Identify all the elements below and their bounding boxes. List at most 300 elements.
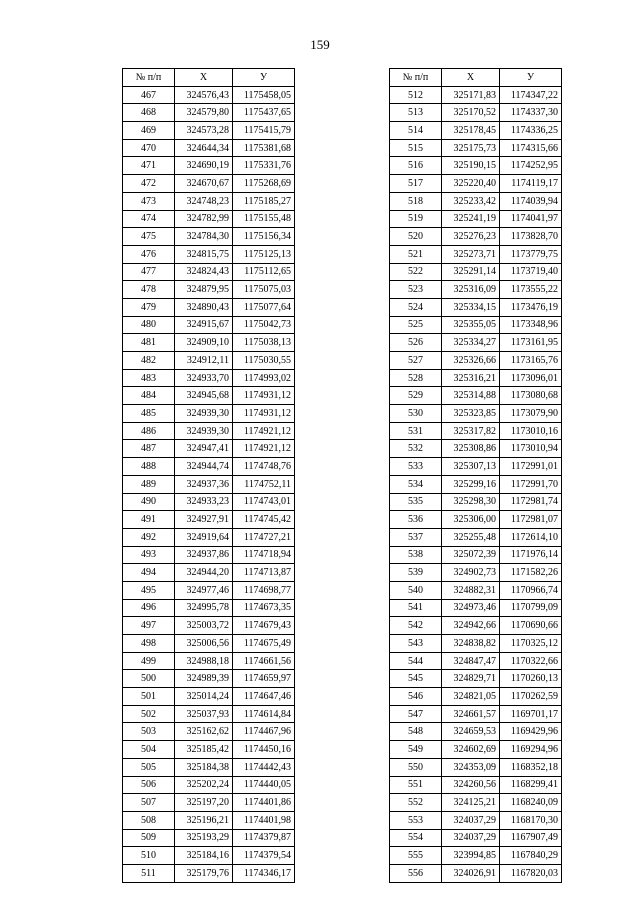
cell-point-number: 472 (123, 175, 175, 193)
cell-point-number: 540 (390, 581, 442, 599)
cell-x-coordinate: 324944,74 (175, 458, 233, 476)
table-row (123, 741, 295, 759)
table-row (390, 104, 562, 122)
cell-point-number: 502 (123, 705, 175, 723)
table-row (390, 122, 562, 140)
cell-x-coordinate: 324782,99 (175, 210, 233, 228)
cell-point-number: 503 (123, 723, 175, 741)
cell-point-number: 545 (390, 670, 442, 688)
cell-y-coordinate: 1174743,01 (233, 493, 295, 511)
table-row (390, 794, 562, 812)
cell-point-number: 473 (123, 192, 175, 210)
cell-x-coordinate: 325202,24 (175, 776, 233, 794)
cell-point-number: 481 (123, 334, 175, 352)
table-row (123, 652, 295, 670)
cell-y-coordinate: 1170799,09 (500, 599, 562, 617)
table-row (390, 475, 562, 493)
cell-point-number: 485 (123, 405, 175, 423)
table-row (390, 829, 562, 847)
cell-x-coordinate: 325193,29 (175, 829, 233, 847)
cell-point-number: 498 (123, 635, 175, 653)
cell-x-coordinate: 323994,85 (442, 847, 500, 865)
cell-y-coordinate: 1170262,59 (500, 688, 562, 706)
cell-x-coordinate: 324942,66 (442, 617, 500, 635)
table-row (123, 422, 295, 440)
cell-y-coordinate: 1175156,34 (233, 228, 295, 246)
table-row (390, 864, 562, 882)
cell-y-coordinate: 1174675,49 (233, 635, 295, 653)
table-row (123, 670, 295, 688)
cell-point-number: 471 (123, 157, 175, 175)
table-row (123, 599, 295, 617)
cell-y-coordinate: 1170966,74 (500, 581, 562, 599)
cell-x-coordinate: 325291,14 (442, 263, 500, 281)
cell-point-number: 480 (123, 316, 175, 334)
table-row (123, 528, 295, 546)
cell-point-number: 512 (390, 86, 442, 104)
table-row (123, 334, 295, 352)
table-row (123, 723, 295, 741)
cell-point-number: 467 (123, 86, 175, 104)
cell-point-number: 538 (390, 546, 442, 564)
cell-x-coordinate: 324815,75 (175, 245, 233, 263)
column-header-y: У (233, 69, 295, 87)
cell-x-coordinate: 325299,16 (442, 475, 500, 493)
cell-point-number: 541 (390, 599, 442, 617)
cell-point-number: 515 (390, 139, 442, 157)
cell-y-coordinate: 1174315,66 (500, 139, 562, 157)
cell-x-coordinate: 325190,15 (442, 157, 500, 175)
cell-point-number: 506 (123, 776, 175, 794)
table-row (123, 581, 295, 599)
cell-y-coordinate: 1169429,96 (500, 723, 562, 741)
cell-x-coordinate: 324937,86 (175, 546, 233, 564)
table-row (123, 104, 295, 122)
cell-x-coordinate: 324838,82 (442, 635, 500, 653)
cell-point-number: 470 (123, 139, 175, 157)
table-row (390, 387, 562, 405)
cell-x-coordinate: 324784,30 (175, 228, 233, 246)
cell-y-coordinate: 1173555,22 (500, 281, 562, 299)
cell-point-number: 522 (390, 263, 442, 281)
cell-x-coordinate: 324937,36 (175, 475, 233, 493)
cell-y-coordinate: 1174450,16 (233, 741, 295, 759)
table-row (123, 617, 295, 635)
cell-y-coordinate: 1174039,94 (500, 192, 562, 210)
cell-x-coordinate: 325175,73 (442, 139, 500, 157)
cell-point-number: 532 (390, 440, 442, 458)
cell-y-coordinate: 1173348,96 (500, 316, 562, 334)
cell-point-number: 491 (123, 511, 175, 529)
cell-y-coordinate: 1174041,97 (500, 210, 562, 228)
cell-y-coordinate: 1175042,73 (233, 316, 295, 334)
cell-x-coordinate: 324973,46 (442, 599, 500, 617)
cell-x-coordinate: 324690,19 (175, 157, 233, 175)
cell-point-number: 474 (123, 210, 175, 228)
cell-x-coordinate: 324659,53 (442, 723, 500, 741)
cell-y-coordinate: 1174698,77 (233, 581, 295, 599)
table-row (123, 564, 295, 582)
cell-x-coordinate: 324919,64 (175, 528, 233, 546)
table-header-row (390, 69, 562, 87)
cell-y-coordinate: 1174401,86 (233, 794, 295, 812)
cell-y-coordinate: 1174336,25 (500, 122, 562, 140)
cell-x-coordinate: 324912,11 (175, 352, 233, 370)
table-row (123, 776, 295, 794)
cell-y-coordinate: 1174745,42 (233, 511, 295, 529)
cell-x-coordinate: 325276,23 (442, 228, 500, 246)
cell-point-number: 547 (390, 705, 442, 723)
cell-point-number: 476 (123, 245, 175, 263)
cell-y-coordinate: 1173719,40 (500, 263, 562, 281)
cell-x-coordinate: 324353,09 (442, 758, 500, 776)
cell-point-number: 487 (123, 440, 175, 458)
cell-point-number: 486 (123, 422, 175, 440)
table-row (123, 864, 295, 882)
cell-y-coordinate: 1173476,19 (500, 298, 562, 316)
cell-x-coordinate: 325184,38 (175, 758, 233, 776)
cell-x-coordinate: 324927,91 (175, 511, 233, 529)
cell-y-coordinate: 1174440,05 (233, 776, 295, 794)
cell-y-coordinate: 1174931,12 (233, 387, 295, 405)
cell-y-coordinate: 1174346,17 (233, 864, 295, 882)
cell-point-number: 469 (123, 122, 175, 140)
cell-y-coordinate: 1172614,10 (500, 528, 562, 546)
column-header-x: Х (175, 69, 233, 87)
cell-x-coordinate: 325197,20 (175, 794, 233, 812)
cell-x-coordinate: 325006,56 (175, 635, 233, 653)
cell-x-coordinate: 325233,42 (442, 192, 500, 210)
cell-point-number: 483 (123, 369, 175, 387)
cell-point-number: 552 (390, 794, 442, 812)
cell-y-coordinate: 1174713,87 (233, 564, 295, 582)
cell-x-coordinate: 325298,30 (442, 493, 500, 511)
cell-x-coordinate: 324933,70 (175, 369, 233, 387)
cell-x-coordinate: 325255,48 (442, 528, 500, 546)
cell-y-coordinate: 1172991,70 (500, 475, 562, 493)
table-row (123, 829, 295, 847)
cell-y-coordinate: 1174401,98 (233, 811, 295, 829)
cell-point-number: 521 (390, 245, 442, 263)
cell-y-coordinate: 1167907,49 (500, 829, 562, 847)
table-row (390, 723, 562, 741)
cell-y-coordinate: 1174931,12 (233, 405, 295, 423)
cell-x-coordinate: 325316,21 (442, 369, 500, 387)
table-row (390, 528, 562, 546)
cell-y-coordinate: 1174614,84 (233, 705, 295, 723)
cell-point-number: 528 (390, 369, 442, 387)
table-row (123, 245, 295, 263)
cell-y-coordinate: 1173010,16 (500, 422, 562, 440)
coordinates-table-right (389, 68, 562, 883)
table-row (390, 847, 562, 865)
cell-y-coordinate: 1167840,29 (500, 847, 562, 865)
table-row (390, 705, 562, 723)
cell-y-coordinate: 1170322,66 (500, 652, 562, 670)
cell-x-coordinate: 324579,80 (175, 104, 233, 122)
cell-point-number: 527 (390, 352, 442, 370)
table-row (123, 475, 295, 493)
cell-y-coordinate: 1170325,12 (500, 635, 562, 653)
cell-x-coordinate: 325241,19 (442, 210, 500, 228)
cell-x-coordinate: 325171,83 (442, 86, 500, 104)
cell-x-coordinate: 324902,73 (442, 564, 500, 582)
cell-point-number: 514 (390, 122, 442, 140)
cell-point-number: 495 (123, 581, 175, 599)
cell-point-number: 516 (390, 157, 442, 175)
coordinates-table-left (122, 68, 295, 883)
cell-y-coordinate: 1174379,54 (233, 847, 295, 865)
cell-y-coordinate: 1174748,76 (233, 458, 295, 476)
cell-point-number: 518 (390, 192, 442, 210)
table-row (123, 405, 295, 423)
cell-point-number: 505 (123, 758, 175, 776)
cell-point-number: 525 (390, 316, 442, 334)
table-row (390, 458, 562, 476)
cell-y-coordinate: 1174337,30 (500, 104, 562, 122)
cell-point-number: 519 (390, 210, 442, 228)
table-row (123, 705, 295, 723)
cell-point-number: 546 (390, 688, 442, 706)
cell-x-coordinate: 324829,71 (442, 670, 500, 688)
cell-x-coordinate: 324037,29 (442, 829, 500, 847)
table-row (123, 635, 295, 653)
cell-x-coordinate: 324909,10 (175, 334, 233, 352)
cell-x-coordinate: 324748,23 (175, 192, 233, 210)
cell-point-number: 531 (390, 422, 442, 440)
column-header-y: У (500, 69, 562, 87)
cell-x-coordinate: 325170,52 (442, 104, 500, 122)
cell-y-coordinate: 1175038,13 (233, 334, 295, 352)
cell-y-coordinate: 1174252,95 (500, 157, 562, 175)
cell-point-number: 511 (123, 864, 175, 882)
cell-x-coordinate: 325037,93 (175, 705, 233, 723)
cell-point-number: 477 (123, 263, 175, 281)
cell-point-number: 509 (123, 829, 175, 847)
cell-point-number: 496 (123, 599, 175, 617)
cell-point-number: 553 (390, 811, 442, 829)
cell-point-number: 542 (390, 617, 442, 635)
table-row (390, 298, 562, 316)
cell-y-coordinate: 1173096,01 (500, 369, 562, 387)
cell-point-number: 549 (390, 741, 442, 759)
cell-y-coordinate: 1174752,11 (233, 475, 295, 493)
cell-x-coordinate: 324989,39 (175, 670, 233, 688)
cell-y-coordinate: 1175458,05 (233, 86, 295, 104)
column-header-number: № п/п (123, 69, 175, 87)
cell-point-number: 523 (390, 281, 442, 299)
cell-x-coordinate: 324602,69 (442, 741, 500, 759)
cell-y-coordinate: 1174727,21 (233, 528, 295, 546)
cell-y-coordinate: 1168352,18 (500, 758, 562, 776)
cell-y-coordinate: 1170690,66 (500, 617, 562, 635)
cell-y-coordinate: 1175125,13 (233, 245, 295, 263)
cell-y-coordinate: 1171976,14 (500, 546, 562, 564)
cell-point-number: 488 (123, 458, 175, 476)
cell-x-coordinate: 324824,43 (175, 263, 233, 281)
cell-point-number: 501 (123, 688, 175, 706)
cell-point-number: 539 (390, 564, 442, 582)
cell-y-coordinate: 1173079,90 (500, 405, 562, 423)
table-row (390, 440, 562, 458)
table-row (390, 688, 562, 706)
table-row (123, 847, 295, 865)
cell-point-number: 510 (123, 847, 175, 865)
cell-point-number: 524 (390, 298, 442, 316)
cell-y-coordinate: 1174921,12 (233, 422, 295, 440)
cell-x-coordinate: 325273,71 (442, 245, 500, 263)
table-row (390, 599, 562, 617)
cell-y-coordinate: 1175030,55 (233, 352, 295, 370)
cell-y-coordinate: 1175437,65 (233, 104, 295, 122)
table-row (123, 298, 295, 316)
cell-x-coordinate: 325316,09 (442, 281, 500, 299)
cell-point-number: 536 (390, 511, 442, 529)
cell-y-coordinate: 1171582,26 (500, 564, 562, 582)
cell-point-number: 556 (390, 864, 442, 882)
column-header-number: № п/п (390, 69, 442, 87)
table-row (390, 228, 562, 246)
cell-x-coordinate: 324644,34 (175, 139, 233, 157)
cell-x-coordinate: 324939,30 (175, 405, 233, 423)
table-row (390, 422, 562, 440)
table-header-row (123, 69, 295, 87)
cell-x-coordinate: 325162,62 (175, 723, 233, 741)
cell-x-coordinate: 324944,20 (175, 564, 233, 582)
cell-y-coordinate: 1174718,94 (233, 546, 295, 564)
cell-point-number: 533 (390, 458, 442, 476)
table-row (390, 546, 562, 564)
cell-y-coordinate: 1168299,41 (500, 776, 562, 794)
cell-point-number: 504 (123, 741, 175, 759)
cell-point-number: 494 (123, 564, 175, 582)
table-row (123, 458, 295, 476)
cell-x-coordinate: 325014,24 (175, 688, 233, 706)
table-row (390, 192, 562, 210)
table-row (123, 352, 295, 370)
cell-y-coordinate: 1174673,35 (233, 599, 295, 617)
table-row (390, 811, 562, 829)
cell-y-coordinate: 1174661,56 (233, 652, 295, 670)
cell-x-coordinate: 324260,56 (442, 776, 500, 794)
table-row (123, 688, 295, 706)
table-row (390, 175, 562, 193)
cell-x-coordinate: 325326,66 (442, 352, 500, 370)
cell-y-coordinate: 1174119,17 (500, 175, 562, 193)
cell-x-coordinate: 325323,85 (442, 405, 500, 423)
table-row (123, 369, 295, 387)
table-row (390, 281, 562, 299)
cell-x-coordinate: 324576,43 (175, 86, 233, 104)
table-row (390, 564, 562, 582)
cell-y-coordinate: 1174993,02 (233, 369, 295, 387)
cell-y-coordinate: 1175268,69 (233, 175, 295, 193)
cell-x-coordinate: 324995,78 (175, 599, 233, 617)
cell-x-coordinate: 325317,82 (442, 422, 500, 440)
cell-point-number: 490 (123, 493, 175, 511)
table-row (390, 617, 562, 635)
cell-y-coordinate: 1169294,96 (500, 741, 562, 759)
table-row (390, 758, 562, 776)
cell-point-number: 479 (123, 298, 175, 316)
cell-point-number: 544 (390, 652, 442, 670)
table-row (123, 86, 295, 104)
cell-y-coordinate: 1173828,70 (500, 228, 562, 246)
cell-x-coordinate: 324882,31 (442, 581, 500, 599)
table-row (390, 86, 562, 104)
cell-point-number: 508 (123, 811, 175, 829)
table-row (123, 440, 295, 458)
cell-x-coordinate: 324939,30 (175, 422, 233, 440)
table-row (390, 210, 562, 228)
cell-point-number: 543 (390, 635, 442, 653)
table-row (123, 511, 295, 529)
table-row (123, 192, 295, 210)
cell-y-coordinate: 1174347,22 (500, 86, 562, 104)
cell-point-number: 517 (390, 175, 442, 193)
cell-y-coordinate: 1175155,48 (233, 210, 295, 228)
table-row (390, 316, 562, 334)
table-row (123, 122, 295, 140)
cell-point-number: 537 (390, 528, 442, 546)
cell-x-coordinate: 324988,18 (175, 652, 233, 670)
cell-x-coordinate: 324661,57 (442, 705, 500, 723)
cell-point-number: 482 (123, 352, 175, 370)
cell-x-coordinate: 325334,15 (442, 298, 500, 316)
cell-x-coordinate: 325185,42 (175, 741, 233, 759)
cell-point-number: 548 (390, 723, 442, 741)
cell-point-number: 529 (390, 387, 442, 405)
table-row (123, 281, 295, 299)
cell-point-number: 507 (123, 794, 175, 812)
table-row (390, 334, 562, 352)
cell-y-coordinate: 1175075,03 (233, 281, 295, 299)
table-row (390, 245, 562, 263)
cell-point-number: 484 (123, 387, 175, 405)
table-row (123, 228, 295, 246)
cell-x-coordinate: 324670,67 (175, 175, 233, 193)
cell-x-coordinate: 324977,46 (175, 581, 233, 599)
cell-y-coordinate: 1168170,30 (500, 811, 562, 829)
table-row (123, 758, 295, 776)
cell-y-coordinate: 1172981,07 (500, 511, 562, 529)
cell-y-coordinate: 1175112,65 (233, 263, 295, 281)
cell-x-coordinate: 325196,21 (175, 811, 233, 829)
cell-x-coordinate: 325334,27 (442, 334, 500, 352)
table-row (123, 263, 295, 281)
table-row (390, 405, 562, 423)
cell-y-coordinate: 1172981,74 (500, 493, 562, 511)
cell-x-coordinate: 324945,68 (175, 387, 233, 405)
cell-point-number: 500 (123, 670, 175, 688)
cell-point-number: 554 (390, 829, 442, 847)
cell-y-coordinate: 1174442,43 (233, 758, 295, 776)
table-row (390, 493, 562, 511)
cell-x-coordinate: 324026,91 (442, 864, 500, 882)
cell-x-coordinate: 325003,72 (175, 617, 233, 635)
cell-y-coordinate: 1173779,75 (500, 245, 562, 263)
table-row (390, 157, 562, 175)
cell-y-coordinate: 1173161,95 (500, 334, 562, 352)
cell-x-coordinate: 325307,13 (442, 458, 500, 476)
cell-y-coordinate: 1172991,01 (500, 458, 562, 476)
cell-x-coordinate: 325072,39 (442, 546, 500, 564)
cell-x-coordinate: 325178,45 (442, 122, 500, 140)
table-row (390, 741, 562, 759)
table-row (123, 794, 295, 812)
cell-x-coordinate: 324573,28 (175, 122, 233, 140)
cell-point-number: 499 (123, 652, 175, 670)
